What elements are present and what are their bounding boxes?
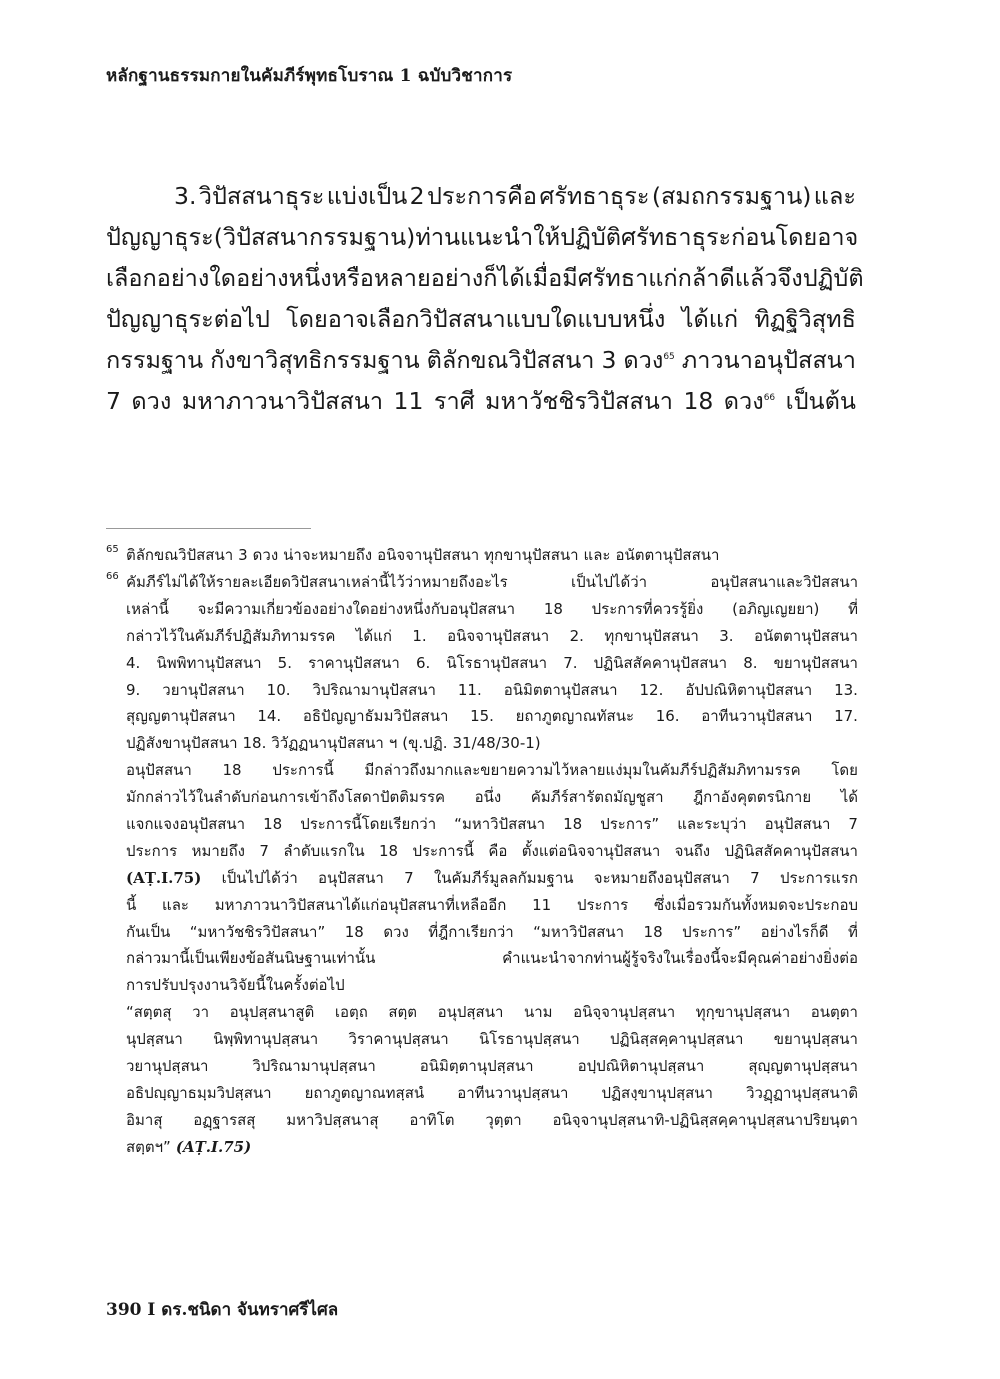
word: ประการ — [126, 841, 178, 860]
word: ในคัมภีร์มูลลกัมมฐาน — [433, 868, 574, 887]
word: อาทิโต — [409, 1110, 455, 1129]
word: ทุกขานุปัสสนา — [604, 626, 699, 645]
word: อปฺปณิหิตานุปสฺสนา — [577, 1057, 705, 1076]
word: กล่าวมานี้เป็นเพียงข้อสันนิษฐานเท่านั้น — [126, 949, 376, 968]
word: นี้ — [126, 895, 137, 914]
word: วยานุปัสสนา — [162, 680, 245, 699]
word: ซึ่งเมื่อรวมกันทั้งหมดจะประกอบ — [653, 895, 858, 914]
word: กังขาวิสุทธิกรรมฐาน — [210, 346, 420, 374]
body-line — [106, 340, 856, 381]
footnote-line — [126, 892, 858, 919]
word: ศรัทธาธุระ — [539, 182, 650, 210]
word: ประการนี้ — [272, 761, 334, 780]
word: “สตฺตสุ — [126, 1003, 172, 1022]
word: กันเป็น — [126, 922, 171, 941]
word: 18 — [683, 387, 714, 415]
word: สุญญตานุปัสสนา — [126, 707, 236, 726]
word: อนิจฺจานุปสฺสนาทิ-ปฏินิสฺสคฺคานุปสฺสนาปริยนฺตา — [552, 1110, 858, 1129]
word: 7. — [563, 653, 578, 672]
footnote-line — [126, 945, 858, 972]
word: 2 — [409, 182, 425, 210]
word: และ — [162, 895, 189, 914]
word: สตฺต — [388, 1003, 418, 1022]
word: ปฏินิสสัคคานุปัสสนา — [724, 841, 858, 860]
footnote-line — [126, 1053, 858, 1080]
word: 18. — [242, 734, 267, 753]
word: 11 — [532, 895, 552, 914]
word: มหาวิปสฺสนาสุ — [286, 1110, 379, 1129]
word: ปฏิสังขานุปัสสนา — [126, 734, 238, 753]
word: อนิมิตฺตานุปสฺสนา — [419, 1057, 534, 1076]
word: 3. — [174, 182, 197, 210]
body-line — [106, 381, 856, 422]
footnote-line — [126, 623, 858, 650]
word: 1. — [412, 626, 427, 645]
word: คัมภีร์สารัตถมัญชูสา — [530, 788, 664, 807]
word: อนุปัสสนาและวิปัสสนา — [710, 573, 858, 591]
word: 11. — [457, 680, 482, 699]
word: ดวง$^{66}$ — [723, 387, 776, 415]
citation: (AṬ.I.75) — [175, 1137, 252, 1156]
word: วิวัฏฏนานุปัสสนา — [271, 734, 384, 753]
word: อนุปัสสนา — [764, 815, 831, 834]
word: อนัตตานุปัสสนา — [615, 546, 720, 564]
word: 18 — [563, 815, 583, 834]
word: วา — [192, 1003, 210, 1022]
word: วิปัสสนาธุระ — [198, 182, 325, 210]
word: การปรับปรุงงานวิจัยนี้ในครั้งต่อไป — [126, 976, 345, 995]
word: (วิปัสสนากรรมฐาน) — [213, 223, 416, 251]
word: 3 — [238, 546, 248, 564]
word: วยานุปสฺสนา — [126, 1057, 209, 1076]
footnote-line — [126, 972, 858, 999]
word: 17. — [834, 707, 858, 726]
word: นาม — [523, 1003, 553, 1022]
footnote-ref: 65 — [663, 352, 675, 363]
word: ปัญญาธุระ — [106, 223, 214, 251]
word: นิพพิทานุปัสสนา — [156, 653, 262, 672]
word: และ — [583, 546, 611, 564]
word: 18 — [378, 841, 399, 860]
word: แบ่งเป็น — [326, 182, 408, 210]
word: 2. — [569, 626, 584, 645]
word: ประการ — [576, 895, 629, 914]
word: ท่านแนะนำให้ปฏิบัติศรัทธาธุระก่อน — [415, 223, 776, 251]
word: ปฏินิสฺสคฺคานุปสฺสนา — [609, 1030, 744, 1049]
word: 15. — [470, 707, 494, 726]
footnote-number: 66 — [106, 571, 119, 582]
word: อนตฺตา — [810, 1003, 858, 1022]
word: ได้ — [840, 788, 858, 807]
word: ขยานุปัสสนา — [773, 653, 858, 672]
word: ลำดับแรกใน — [283, 841, 365, 860]
footnote-line — [126, 542, 858, 569]
word: 3 — [601, 346, 617, 374]
body-line — [106, 299, 856, 340]
word: วิราคานุปสฺสนา — [348, 1030, 449, 1049]
footnote-line — [126, 1107, 858, 1134]
word: ที่ — [848, 922, 858, 941]
word: อัปปณิหิตานุปัสสนา — [685, 680, 813, 699]
footnote-line — [126, 596, 858, 623]
word: และระบุว่า — [677, 815, 747, 834]
footnote-line — [126, 865, 858, 892]
word: ติลักขณวิปัสสนา — [126, 546, 234, 564]
word: คำแนะนำจากท่านผู้รู้จริงในเรื่องนี้จะมีคุณค่าอย่างยิ่งต่อ — [502, 949, 858, 968]
citation: (AṬ.I.75) — [126, 868, 202, 887]
footnote-65 — [106, 542, 858, 569]
word: 5. — [277, 653, 292, 672]
main-paragraph — [106, 176, 864, 422]
footnote-line — [126, 569, 858, 596]
footnote-number: 65 — [106, 544, 119, 555]
word: อย่างไรก็ดี — [760, 922, 829, 941]
footnote-line — [126, 784, 858, 811]
word: ภาวนาอนุปัสสนา — [681, 346, 856, 374]
word: 12. — [639, 680, 664, 699]
body-line — [106, 258, 864, 299]
word: ปฏิสงฺขานุปสฺสนา — [601, 1083, 713, 1102]
word: (ขุ.ปฏิ. — [402, 734, 448, 753]
word: ประการ” — [600, 815, 660, 834]
word: อนิจจานุปัสสนา — [377, 546, 480, 564]
word: 18 — [222, 761, 242, 780]
word: กรรมฐาน — [106, 346, 204, 374]
word: ดวง — [252, 546, 279, 564]
word: ดวง$^{65}$ — [623, 346, 675, 374]
word: จะมีความเกี่ยวข้องอย่างใดอย่างหนึ่งกับอนุปัสสนา — [197, 599, 516, 618]
word: ประการนี้โดยเรียกว่า — [300, 815, 437, 834]
word: เลือกอย่างใดอย่างหนึ่งหรือหลายอย่างก็ได้ — [106, 264, 525, 292]
word: ที่ — [848, 599, 858, 618]
word: ได้แก่ — [355, 626, 392, 645]
word: เป็นไปได้ว่า — [221, 868, 298, 887]
word: ทุกฺขานุปสฺสนา — [695, 1003, 791, 1022]
word: 18 — [344, 922, 364, 941]
word: โดยอาจเลือกวิปัสสนาแบบใดแบบหนึ่ง — [286, 305, 666, 333]
word: “มหาวัชชิรวิปัสสนา” — [189, 922, 326, 941]
word: 31/48/30-1) — [452, 734, 541, 753]
word: หมายถึง — [191, 841, 245, 860]
footnote-66 — [106, 569, 858, 1161]
word: ขยานุปสฺสนา — [773, 1030, 858, 1049]
word: 10. — [266, 680, 291, 699]
footnote-line — [126, 919, 858, 946]
word: เป็นต้น — [785, 387, 856, 415]
word: อนิจจานุปัสสนา — [447, 626, 550, 645]
word: อนุปัสสนา — [126, 761, 192, 780]
word: นุปสฺสนา — [126, 1030, 183, 1049]
word: เอตฺถ — [334, 1003, 368, 1022]
word: และ — [813, 182, 856, 210]
footnote-divider — [106, 528, 311, 529]
footnote-line — [126, 730, 858, 757]
word: จนถึง — [674, 841, 711, 860]
word: 7 — [750, 868, 760, 887]
word: มีกล่าวถึงมากและขยายความไว้หลายแง่มุมในคัมภีร์ปฏิสัมภิทามรรค — [364, 761, 801, 780]
word: อิมาสุ — [126, 1110, 163, 1129]
word: ประการคือ — [426, 182, 538, 210]
word: วิปริณามานุปสฺสนา — [252, 1057, 376, 1076]
footnote-line — [126, 677, 858, 704]
word: ติลักขณวิปัสสนา — [426, 346, 595, 374]
footnote-line — [126, 757, 858, 784]
word: 8. — [743, 653, 758, 672]
word: อนุปัสสนา — [318, 868, 384, 887]
word: “มหาวิปัสสนา — [533, 922, 625, 941]
word: ยถาภูตญาณทสฺสนํ — [304, 1083, 425, 1102]
word: วุตฺตา — [485, 1110, 522, 1129]
word: นิพฺพิทานุปสฺสนา — [213, 1030, 319, 1049]
footnote-line — [126, 1026, 858, 1053]
word: ฎีกาอังคุตตรนิกาย — [693, 788, 812, 807]
footnote-line — [126, 1134, 858, 1161]
word: มหาภาวนาวิปัสสนาได้แก่อนุปัสสนาที่เหลืออีก — [214, 895, 507, 914]
word: มหาวัชชิรวิปัสสนา — [485, 387, 674, 415]
word: 7 — [259, 841, 269, 860]
word: ตั้งแต่อนิจจานุปัสสนา — [521, 841, 661, 860]
footnote-ref: 66 — [763, 393, 776, 404]
word: (อภิญเญยยา) — [732, 599, 820, 618]
word: 11 — [393, 387, 424, 415]
footnote-line — [126, 811, 858, 838]
word: ที่ฎีกาเรียกว่า — [428, 922, 514, 941]
word: 3. — [719, 626, 734, 645]
word: 4. — [126, 653, 141, 672]
word: โดย — [831, 761, 858, 780]
word: ยถาภูตญาณทัสนะ — [515, 707, 635, 726]
word: จะหมายถึงอนุปัสสนา — [593, 868, 730, 887]
word: นิโรธานุปัสสนา — [446, 653, 548, 672]
word: คัมภีร์ไม่ได้ให้รายละเอียดวิปัสสนาเหล่านี้ไว้ว่าหมายถึงอะไร — [126, 573, 508, 591]
word: (สมถกรรมฐาน) — [651, 182, 812, 210]
word: 18 — [543, 599, 563, 618]
word: 18 — [263, 815, 283, 834]
word: อนิมิตตานุปัสสนา — [503, 680, 618, 699]
word: อนิจฺจานุปสฺสนา — [573, 1003, 676, 1022]
word: อนึ่ง — [474, 788, 502, 807]
word: ปฏินิสสัคคานุปัสสนา — [593, 653, 728, 672]
word: อธิปญฺญาธมฺมวิปสฺสนา — [126, 1083, 272, 1102]
word: ประการ” — [682, 922, 742, 941]
footnote-line — [126, 650, 858, 677]
word: ดวง — [131, 387, 172, 415]
word: ประการนี้ — [412, 841, 474, 860]
footnote-line — [126, 838, 858, 865]
word: เหล่านี้ — [126, 599, 169, 618]
page-footer: 390 I ดร.ชนิดา จันทราศรีไศล — [106, 1300, 339, 1320]
word: 7 — [848, 815, 858, 834]
word: สตฺตฯ” — [126, 1137, 171, 1156]
word: 13. — [834, 680, 858, 699]
word: คือ — [488, 841, 508, 860]
footnote-line — [126, 703, 858, 730]
word: วิวฏฺฏานุปสฺสนาติ — [746, 1083, 858, 1102]
word: อาทีนวานุปสฺสนา — [457, 1083, 569, 1102]
word: ราศี — [433, 387, 475, 415]
word: น่าจะหมายถึง — [283, 546, 373, 564]
word: นิโรธานุปสฺสนา — [478, 1030, 580, 1049]
word: เป็นไปได้ว่า — [570, 573, 648, 591]
word: ดวง — [383, 922, 409, 941]
word: ฯ — [388, 734, 398, 753]
body-line — [106, 217, 859, 258]
word: 18 — [643, 922, 663, 941]
word: วิปริณามานุปัสสนา — [312, 680, 436, 699]
word: อนุปสฺสนา — [437, 1003, 504, 1022]
word: อาทีนวานุปัสสนา — [701, 707, 813, 726]
word: มักกล่าวไว้ในลำดับก่อนการเข้าถึงโสดาปัตติมรรค — [126, 788, 446, 807]
word: ปัญญาธุระต่อไป — [106, 305, 270, 333]
body-line — [106, 176, 856, 217]
word: 6. — [415, 653, 431, 672]
word: อนัตตานุปัสสนา — [754, 626, 858, 645]
word: 16. — [655, 707, 680, 726]
footnote-line — [126, 1080, 858, 1107]
word: แจกแจงอนุปัสสนา — [126, 815, 246, 834]
word: ประการแรก — [779, 868, 858, 887]
word: มหาภาวนาวิปัสสนา — [181, 387, 384, 415]
word: 9. — [126, 680, 141, 699]
word: อธิปัญญาธัมมวิปัสสนา — [302, 707, 449, 726]
footnote-line — [126, 999, 858, 1026]
running-header: หลักฐานธรรมกายในคัมภีร์พุทธโบราณ 1 ฉบับวิชาการ — [106, 66, 513, 86]
word: “มหาวิปัสสนา — [454, 815, 546, 834]
word: ราคานุปัสสนา — [308, 653, 400, 672]
word: สุญฺญตานุปสฺสนา — [748, 1057, 858, 1076]
word: 7 — [106, 387, 121, 415]
word: ได้แก่ — [681, 305, 739, 333]
word: เมื่อมีศรัทธาแก่กล้าดีแล้วจึงปฏิบัติ — [524, 264, 864, 292]
word: ทุกขานุปัสสนา — [484, 546, 579, 564]
word: ประการที่ควรรู้ยิ่ง — [591, 599, 704, 618]
word: 7 — [404, 868, 414, 887]
word: อนุปสฺสนาสูติ — [229, 1003, 315, 1022]
word: โดยอาจ — [775, 223, 859, 251]
word: 14. — [257, 707, 282, 726]
word: อฏฺฐารสสุ — [193, 1110, 256, 1129]
word: ทิฏฐิวิสุทธิ — [754, 305, 856, 333]
word: กล่าวไว้ในคัมภีร์ปฏิสัมภิทามรรค — [126, 626, 336, 645]
